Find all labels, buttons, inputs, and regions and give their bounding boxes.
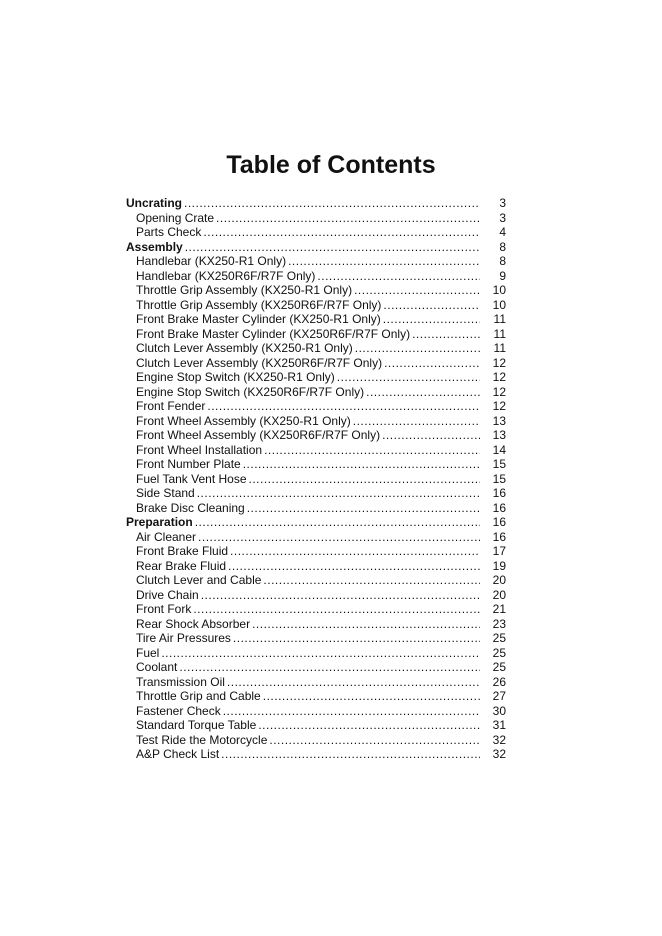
toc-entry-page: 15	[492, 457, 506, 471]
toc-entry-page: 16	[492, 529, 506, 544]
toc-entry-label: Clutch Lever and Cable	[136, 573, 262, 587]
dot-leader	[185, 240, 480, 255]
dot-leader	[264, 443, 480, 458]
toc-entry-label: Throttle Grip and Cable	[136, 689, 261, 703]
toc-entry-label: Uncrating	[126, 196, 183, 210]
dot-leader	[179, 660, 480, 675]
dot-leader	[337, 370, 480, 385]
toc-entry[interactable]	[126, 588, 506, 603]
toc-entry-label: Front Wheel Assembly (KX250R6F/R7F Only)	[136, 428, 381, 442]
toc-entry-page: 32	[492, 732, 506, 747]
dot-leader	[223, 704, 480, 719]
dot-leader	[269, 733, 480, 748]
toc-entry-label: Front Fender	[136, 399, 206, 413]
toc-entry[interactable]	[126, 312, 506, 327]
toc-entry[interactable]	[126, 269, 506, 284]
page-title: Table of Contents	[226, 150, 436, 179]
toc-entry-label: Rear Shock Absorber	[136, 616, 251, 631]
toc-entry[interactable]	[126, 631, 506, 646]
toc-entry-page: 32	[492, 747, 506, 761]
toc-entry-label: Engine Stop Switch (KX250-R1 Only)	[136, 370, 335, 384]
toc-entry-label: Throttle Grip Assembly (KX250-R1 Only)	[136, 283, 353, 297]
dot-leader	[288, 254, 480, 269]
toc-entry-page: 21	[492, 602, 506, 616]
toc-entry-label: Standard Torque Table	[136, 718, 257, 732]
toc-section-entry[interactable]	[126, 240, 506, 255]
table-of-contents	[126, 196, 506, 762]
toc-entry[interactable]	[126, 646, 506, 661]
toc-entry[interactable]	[126, 254, 506, 269]
toc-entry[interactable]	[126, 530, 506, 545]
toc-entry[interactable]	[126, 298, 506, 313]
toc-entry[interactable]	[126, 602, 506, 617]
dot-leader	[201, 588, 480, 603]
toc-entry[interactable]	[126, 283, 506, 298]
toc-entry-label: Front Number Plate	[136, 457, 241, 471]
toc-entry-label: Fuel Tank Vent Hose	[136, 471, 247, 486]
toc-entry-page: 4	[499, 225, 506, 239]
dot-leader	[258, 718, 480, 733]
toc-entry-label: Test Ride the Motorcycle	[136, 732, 268, 747]
toc-entry-page: 12	[492, 399, 506, 413]
toc-entry-page: 19	[492, 558, 506, 573]
toc-entry[interactable]	[126, 501, 506, 516]
toc-entry[interactable]	[126, 457, 506, 472]
dot-leader	[263, 573, 480, 588]
toc-entry[interactable]	[126, 385, 506, 400]
toc-entry[interactable]	[126, 617, 506, 632]
toc-entry-page: 31	[492, 718, 506, 732]
toc-entry[interactable]	[126, 356, 506, 371]
dot-leader	[263, 689, 480, 704]
toc-entry-label: Fastener Check	[136, 703, 221, 718]
toc-entry-page: 25	[492, 631, 506, 645]
dot-leader	[161, 646, 480, 661]
dot-leader	[317, 269, 480, 284]
toc-entry-label: Rear Brake Fluid	[136, 558, 227, 573]
toc-entry-label: Clutch Lever Assembly (KX250-R1 Only)	[136, 341, 353, 355]
toc-entry[interactable]	[126, 327, 506, 342]
toc-entry-label: Parts Check	[136, 225, 202, 239]
toc-entry-page: 16	[492, 515, 506, 529]
toc-entry-label: Front Brake Master Cylinder (KX250-R1 Only)	[136, 312, 381, 326]
toc-entry-page: 12	[492, 370, 506, 384]
dot-leader	[230, 544, 480, 559]
toc-entry-label: Handlebar (KX250R6F/R7F Only)	[136, 268, 316, 283]
toc-entry-page: 11	[493, 326, 506, 341]
toc-entry-label: Transmission Oil	[136, 674, 225, 689]
dot-leader	[197, 486, 480, 501]
toc-entry-label: Tire Air Pressures	[136, 631, 231, 645]
toc-entry-page: 17	[492, 544, 506, 558]
toc-entry-page: 8	[499, 239, 506, 254]
toc-entry[interactable]	[126, 211, 506, 226]
toc-entry-label: Brake Disc Cleaning	[136, 500, 245, 515]
toc-entry-label: Air Cleaner	[136, 529, 197, 544]
toc-section-entry[interactable]	[126, 515, 506, 530]
toc-entry-page: 20	[492, 587, 506, 602]
toc-entry[interactable]	[126, 399, 506, 414]
toc-entry-label: Front Wheel Assembly (KX250-R1 Only)	[136, 413, 351, 428]
toc-entry-page: 9	[499, 268, 506, 283]
toc-entry-label: Front Fork	[136, 602, 192, 616]
toc-entry-page: 23	[492, 616, 506, 631]
toc-entry[interactable]	[126, 544, 506, 559]
toc-entry-page: 3	[499, 196, 506, 210]
toc-entry-page: 16	[492, 500, 506, 515]
dot-leader	[366, 385, 480, 400]
toc-entry-page: 25	[492, 645, 506, 660]
toc-entry[interactable]	[126, 428, 506, 443]
dot-leader	[383, 312, 480, 327]
dot-leader	[198, 530, 480, 545]
toc-entry-page: 12	[492, 384, 506, 399]
toc-entry-page: 13	[492, 413, 506, 428]
toc-entry-page: 13	[492, 428, 506, 442]
toc-entry-page: 30	[492, 703, 506, 718]
toc-entry-label: A&P Check List	[136, 747, 220, 761]
toc-entry[interactable]	[126, 704, 506, 719]
dot-leader	[354, 283, 480, 298]
dot-leader	[228, 559, 480, 574]
toc-entry[interactable]	[126, 225, 506, 240]
dot-leader	[216, 211, 480, 226]
dot-leader	[383, 298, 480, 313]
toc-entry[interactable]	[126, 573, 506, 588]
toc-entry-label: Coolant	[136, 660, 178, 674]
dot-leader	[193, 602, 480, 617]
toc-entry-page: 8	[499, 254, 506, 268]
toc-entry-page: 3	[499, 210, 506, 225]
toc-entry-label: Engine Stop Switch (KX250R6F/R7F Only)	[136, 384, 365, 399]
toc-entry[interactable]	[126, 747, 506, 762]
toc-entry-label: Fuel	[136, 645, 160, 660]
toc-entry-page: 14	[492, 442, 506, 457]
dot-leader	[384, 356, 480, 371]
toc-entry[interactable]	[126, 472, 506, 487]
toc-entry-page: 16	[492, 486, 506, 500]
dot-leader	[207, 399, 480, 414]
toc-entry-label: Drive Chain	[136, 587, 199, 602]
toc-section-entry[interactable]	[126, 196, 506, 211]
toc-entry-page: 10	[492, 297, 506, 312]
toc-entry-label: Assembly	[126, 239, 183, 254]
toc-entry-page: 27	[492, 689, 506, 703]
toc-entry-label: Front Brake Fluid	[136, 544, 229, 558]
toc-entry[interactable]	[126, 733, 506, 748]
toc-entry-page: 20	[492, 573, 506, 587]
toc-entry[interactable]	[126, 689, 506, 704]
toc-entry-page: 10	[492, 283, 506, 297]
toc-entry-label: Preparation	[126, 515, 193, 529]
toc-entry-page: 15	[492, 471, 506, 486]
toc-entry[interactable]	[126, 660, 506, 675]
dot-leader	[233, 631, 480, 646]
toc-entry-label: Clutch Lever Assembly (KX250R6F/R7F Only)	[136, 355, 383, 370]
toc-entry[interactable]	[126, 370, 506, 385]
toc-entry[interactable]	[126, 414, 506, 429]
toc-entry-page: 26	[492, 674, 506, 689]
dot-leader	[382, 428, 480, 443]
dot-leader	[249, 472, 480, 487]
toc-entry-label: Front Brake Master Cylinder (KX250R6F/R7F Only)	[136, 326, 411, 341]
toc-entry[interactable]	[126, 718, 506, 733]
toc-entry-label: Handlebar (KX250-R1 Only)	[136, 254, 287, 268]
toc-entry[interactable]	[126, 443, 506, 458]
dot-leader	[227, 675, 480, 690]
toc-entry-page: 11	[493, 312, 506, 326]
dot-leader	[221, 747, 480, 762]
toc-entry-label: Front Wheel Installation	[136, 442, 263, 457]
toc-entry-label: Throttle Grip Assembly (KX250R6F/R7F Only)	[136, 297, 382, 312]
dot-leader	[247, 501, 480, 516]
toc-entry-label: Side Stand	[136, 486, 195, 500]
toc-entry-label: Opening Crate	[136, 210, 215, 225]
toc-entry[interactable]	[126, 675, 506, 690]
toc-entry[interactable]	[126, 341, 506, 356]
toc-entry[interactable]	[126, 559, 506, 574]
dot-leader	[203, 225, 480, 240]
dot-leader	[184, 196, 480, 211]
toc-entry-page: 12	[492, 355, 506, 370]
dot-leader	[353, 414, 480, 429]
dot-leader	[252, 617, 480, 632]
dot-leader	[243, 457, 480, 472]
dot-leader	[195, 515, 480, 530]
toc-entry-page: 11	[493, 341, 506, 355]
dot-leader	[355, 341, 480, 356]
toc-entry-page: 25	[492, 660, 506, 674]
toc-entry[interactable]	[126, 486, 506, 501]
dot-leader	[412, 327, 480, 342]
